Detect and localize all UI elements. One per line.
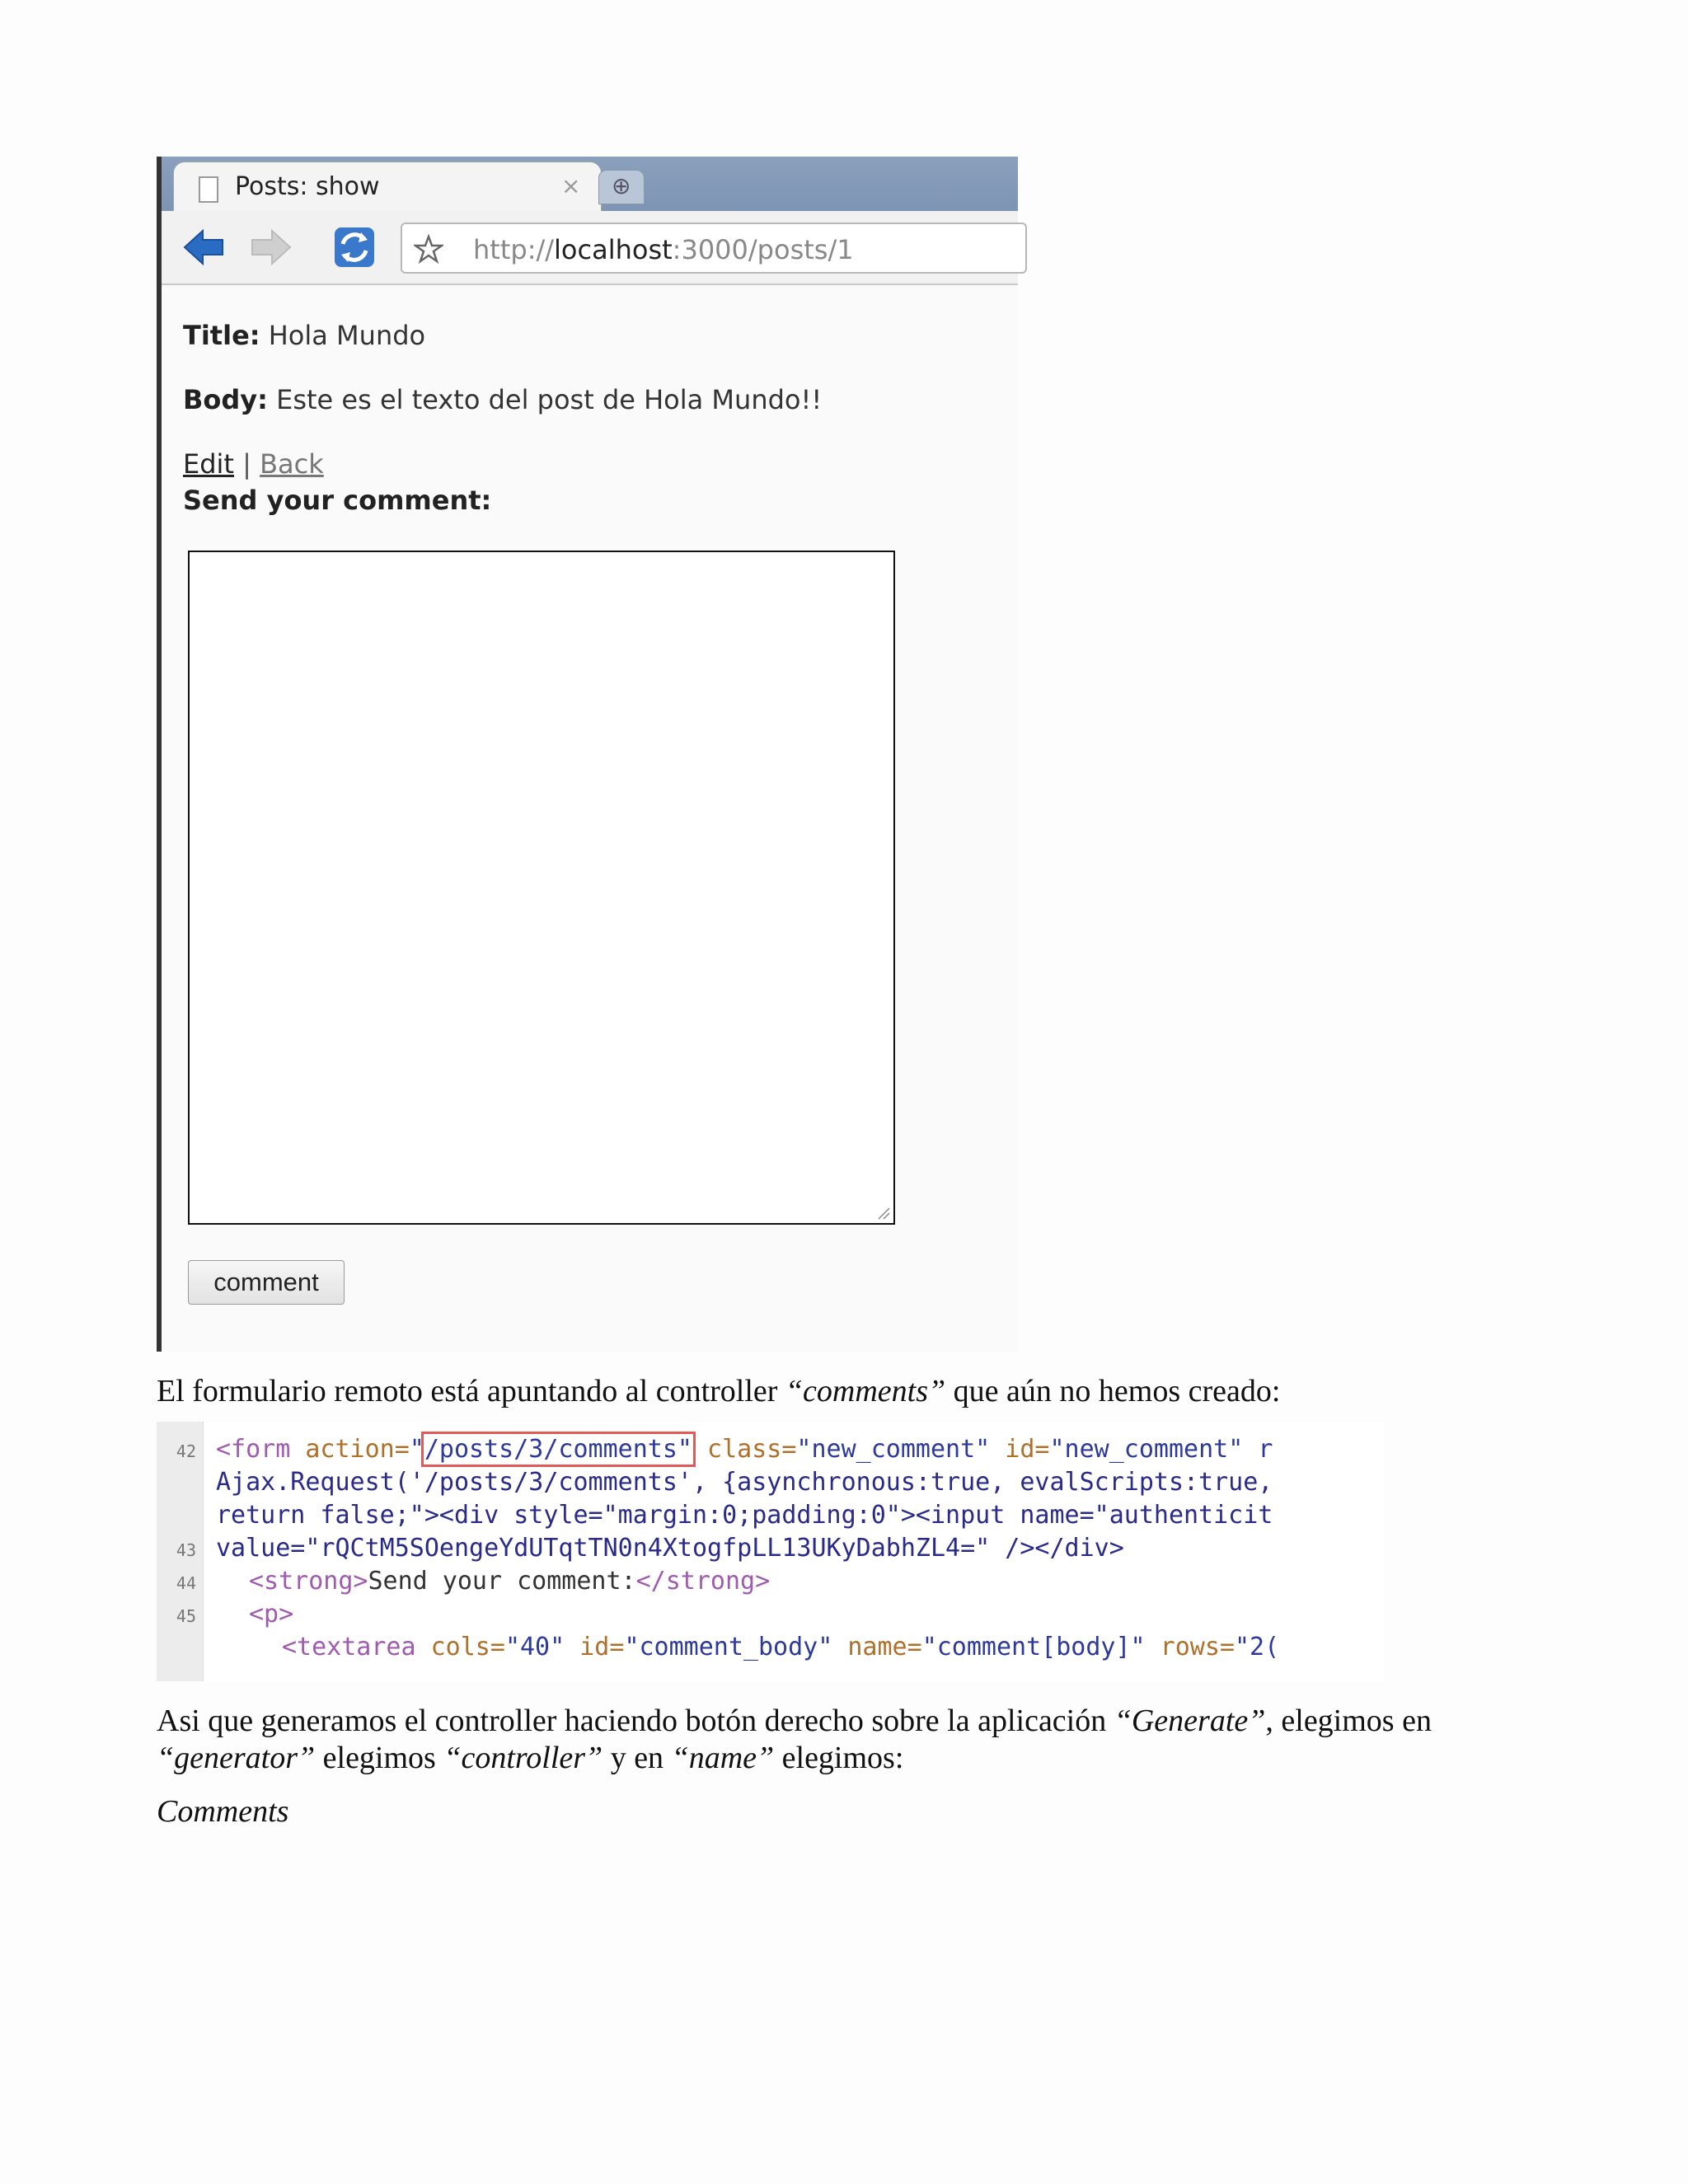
close-icon[interactable]: × [561, 172, 581, 199]
star-icon[interactable] [414, 234, 443, 264]
page-content [162, 284, 1018, 1352]
new-tab-button[interactable] [598, 170, 645, 204]
comment-textarea[interactable] [188, 551, 895, 1225]
paragraph-3: “generator” elegimos “controller” y en “name” elegimos: [157, 1741, 904, 1775]
page-icon [199, 176, 218, 203]
post-title [183, 320, 425, 351]
highlighted-action: /posts/3/comments" [424, 1435, 692, 1464]
line-number: 45 [176, 1606, 196, 1626]
forward-arrow-icon[interactable] [247, 224, 293, 270]
link-separator: | [233, 448, 260, 480]
line-number: 43 [176, 1540, 196, 1560]
code-line: Ajax.Request('/posts/3/comments', {asynchronous:true, evalScripts:true, [216, 1468, 1273, 1497]
body-value: Este es el texto del post de Hola Mundo!! [267, 384, 823, 415]
plus-icon: ⊕ [612, 172, 631, 199]
back-link[interactable]: Back [260, 448, 324, 480]
code-snippet [157, 1422, 1385, 1681]
code-line: return false;"><div style="margin:0;padding:0"><input name="authenticit [216, 1501, 1273, 1530]
send-comment-label: Send your comment: [183, 485, 492, 516]
tab-title: Posts: show [235, 172, 380, 201]
line-number-gutter [157, 1422, 204, 1681]
comment-submit-button[interactable]: comment [188, 1260, 345, 1305]
back-arrow-icon[interactable] [181, 224, 227, 270]
post-links [183, 448, 324, 480]
edit-link[interactable]: Edit [183, 448, 234, 480]
title-value: Hola Mundo [260, 320, 426, 351]
url-text: http://localhost:3000/posts/1 [473, 234, 854, 265]
paragraph-2: Asi que generamos el controller haciendo botón derecho sobre la aplicación “Generate”, elegimos en [157, 1704, 1432, 1738]
code-line: <form action="/posts/3/comments" class="new_comment" id="new_comment" r [216, 1435, 1273, 1464]
resize-handle-icon[interactable] [875, 1205, 890, 1220]
line-number: 42 [176, 1441, 196, 1461]
browser-toolbar [162, 211, 1018, 285]
tab-posts-show[interactable] [173, 162, 602, 211]
code-line: <strong>Send your comment:</strong> [249, 1567, 771, 1596]
body-label: Body: [183, 384, 268, 415]
browser-screenshot [157, 157, 1018, 1352]
code-line: <textarea cols="40" id="comment_body" name="comment[body]" rows="2( [282, 1633, 1280, 1661]
code-line: <p> [249, 1600, 294, 1629]
line-number: 44 [176, 1573, 196, 1593]
reload-icon[interactable] [331, 224, 377, 270]
paragraph-1: El formulario remoto está apuntando al controller “comments” que aún no hemos creado: [157, 1374, 1281, 1408]
tab-strip [162, 157, 1018, 211]
post-body [183, 384, 822, 415]
title-label: Title: [183, 320, 260, 351]
paragraph-4: Comments [157, 1794, 289, 1829]
code-line: value="rQCtM5SOengeYdUTqtTN0n4XtogfpLL13UKyDabhZL4=" /></div> [216, 1534, 1124, 1563]
address-bar[interactable] [401, 223, 1027, 274]
